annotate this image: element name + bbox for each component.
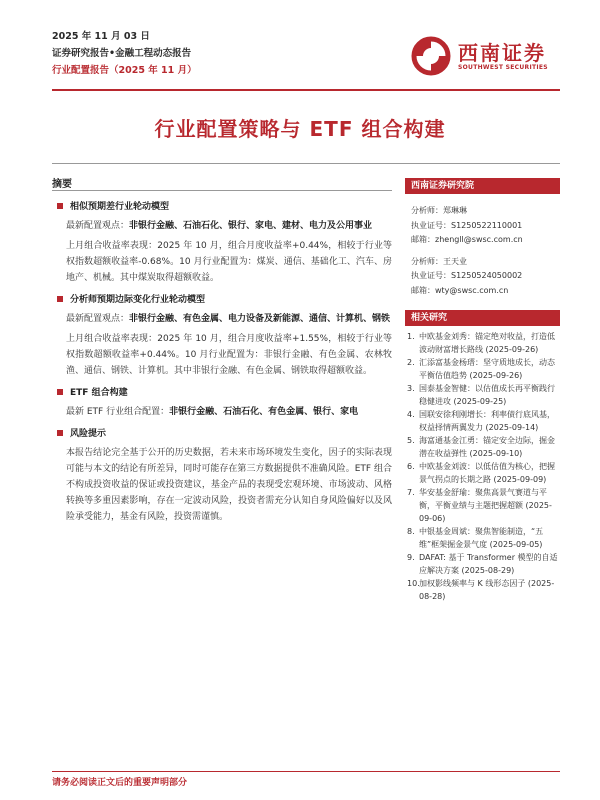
sidebar — [405, 178, 560, 603]
square-bullet-icon — [57, 296, 63, 302]
report-date: 2025 年 11 月 03 日 — [52, 31, 150, 42]
paragraph: 上月组合收益率表现：2025 年 10 月，组合月度收益率+0.44%，相较于行业等权指数超额收益率-0.68%。10 月行业配置为：煤炭、通信、基础化工、汽车、房地产、机械。其中煤炭取得超额收益。 — [66, 241, 392, 283]
related-item[interactable]: 4. 国联安徐利刚增长：利率债行底风基，权益择情两翼发力 (2025-09-14) — [407, 410, 555, 432]
report-series: 证券研究报告•金融工程动态报告 — [52, 48, 192, 59]
related-item[interactable]: 9. DAFAT: 基于 Transformer 模型的自适应解决方案 (2025-08-29) — [407, 553, 558, 575]
related-item[interactable]: 3. 国泰基金智健：以估值成长再平衡践行稳健进攻 (2025-09-25) — [407, 384, 555, 406]
analyst-name: 分析师：王天业 — [411, 256, 467, 266]
related-list — [405, 330, 560, 603]
related-item[interactable]: 6. 中欧基金刘波：以低估值为核心，把握景气拐点的长期之路 (2025-09-09) — [407, 462, 555, 484]
section-title: 相似预期差行业轮动模型 — [70, 202, 170, 212]
report-meta — [52, 28, 197, 79]
section-title: ETF 组合构建 — [70, 388, 128, 398]
section-heading — [52, 199, 392, 212]
footer-divider — [52, 771, 560, 772]
related-heading: 相关研究 — [405, 310, 560, 326]
footer-disclaimer: 请务必阅读正文后的重要声明部分 — [52, 778, 188, 788]
related-item[interactable]: 8. 中银基金周斌：聚焦智能制造，“五维”框架掘金景气度 (2025-09-05) — [407, 527, 544, 549]
abstract-column — [52, 175, 392, 529]
paragraph: 上月组合收益率表现：2025 年 10 月，组合月度收益率+1.55%，相较于行业等权指数超额收益率+0.44%。10 月行业配置为：非银行金融、有色金属、农林牧渔、通信、钢铁、计算机。其中非银行金融、有色金属、钢铁取得超额收益。 — [66, 334, 392, 376]
analyst-license: 执业证号：S1250524050002 — [411, 271, 523, 280]
section-heading — [52, 385, 392, 398]
square-bullet-icon — [57, 203, 63, 209]
header-divider — [52, 89, 560, 91]
section-title: 风险提示 — [70, 429, 107, 439]
related-item[interactable]: 10. 加权影线频率与 K 线形态因子 (2025-08-28) — [407, 579, 555, 601]
paragraph: 最新 ETF 行业组合配置：非银行金融、石油石化、有色金属、银行、家电 — [66, 407, 359, 417]
abstract-heading: 摘要 — [52, 175, 392, 191]
related-item[interactable]: 7. 华安基金舒瑜：聚焦高景气赛道与平衡，平衡业绩与主题把握超额 (2025-09-06) — [407, 488, 552, 523]
paragraph: 最新配置观点：非银行金融、石油石化、银行、家电、建材、电力及公用事业 — [66, 221, 373, 231]
analyst-card — [405, 255, 560, 299]
page-title: 行业配置策略与 ETF 组合构建 — [154, 117, 446, 141]
section-heading — [52, 292, 392, 305]
logo-cn-text: 西南证券 — [458, 41, 546, 65]
section-heading — [52, 426, 392, 439]
logo-emblem-icon — [410, 35, 452, 77]
analyst-card — [405, 204, 560, 248]
logo-en-text: SOUTHWEST SECURITIES — [458, 64, 548, 71]
team-heading: 西南证券研究院 — [405, 178, 560, 194]
analyst-license: 执业证号：S1250522110001 — [411, 220, 523, 230]
title-divider — [52, 163, 560, 164]
square-bullet-icon — [57, 430, 63, 436]
paragraph: 最新配置观点：非银行金融、有色金属、电力设备及新能源、通信、计算机、钢铁 — [66, 314, 391, 324]
company-logo — [410, 33, 560, 83]
square-bullet-icon — [57, 389, 63, 395]
paragraph: 本报告结论完全基于公开的历史数据，若未来市场环境发生变化，因子的实际表现可能与本文的结论有所差异，同时可能存在第三方数据提供不准确风险。ETF 组合不构成投资收益的保证或投资建议，基金产品的表现受宏观环境、市场波动、风格转换等多重因素影响，存在一定波动风险，投资者需充分认知自身风险偏好以及风险承受能力，基金有风险，投资需谨慎。 — [66, 448, 392, 522]
section-title: 分析师预期边际变化行业轮动模型 — [70, 295, 206, 305]
related-item[interactable]: 1. 中欧基金刘秀：锚定绝对收益，打造低波动财富增长路线 (2025-09-26) — [407, 332, 555, 354]
analyst-email[interactable]: 邮箱：zhengll@swsc.com.cn — [411, 235, 523, 244]
related-item[interactable]: 2. 汇添富基金杨瑨：坚守质地成长，动态平衡估值趋势 (2025-09-26) — [407, 358, 555, 380]
related-item[interactable]: 5. 海富通基金江勇：锚定安全边际，掘金潜在收益弹性 (2025-09-10) — [407, 436, 555, 458]
analyst-name: 分析师：郑琳琳 — [411, 206, 467, 215]
analyst-email[interactable]: 邮箱：wty@swsc.com.cn — [411, 285, 509, 295]
report-type: 行业配置报告（2025 年 11 月） — [52, 65, 197, 76]
